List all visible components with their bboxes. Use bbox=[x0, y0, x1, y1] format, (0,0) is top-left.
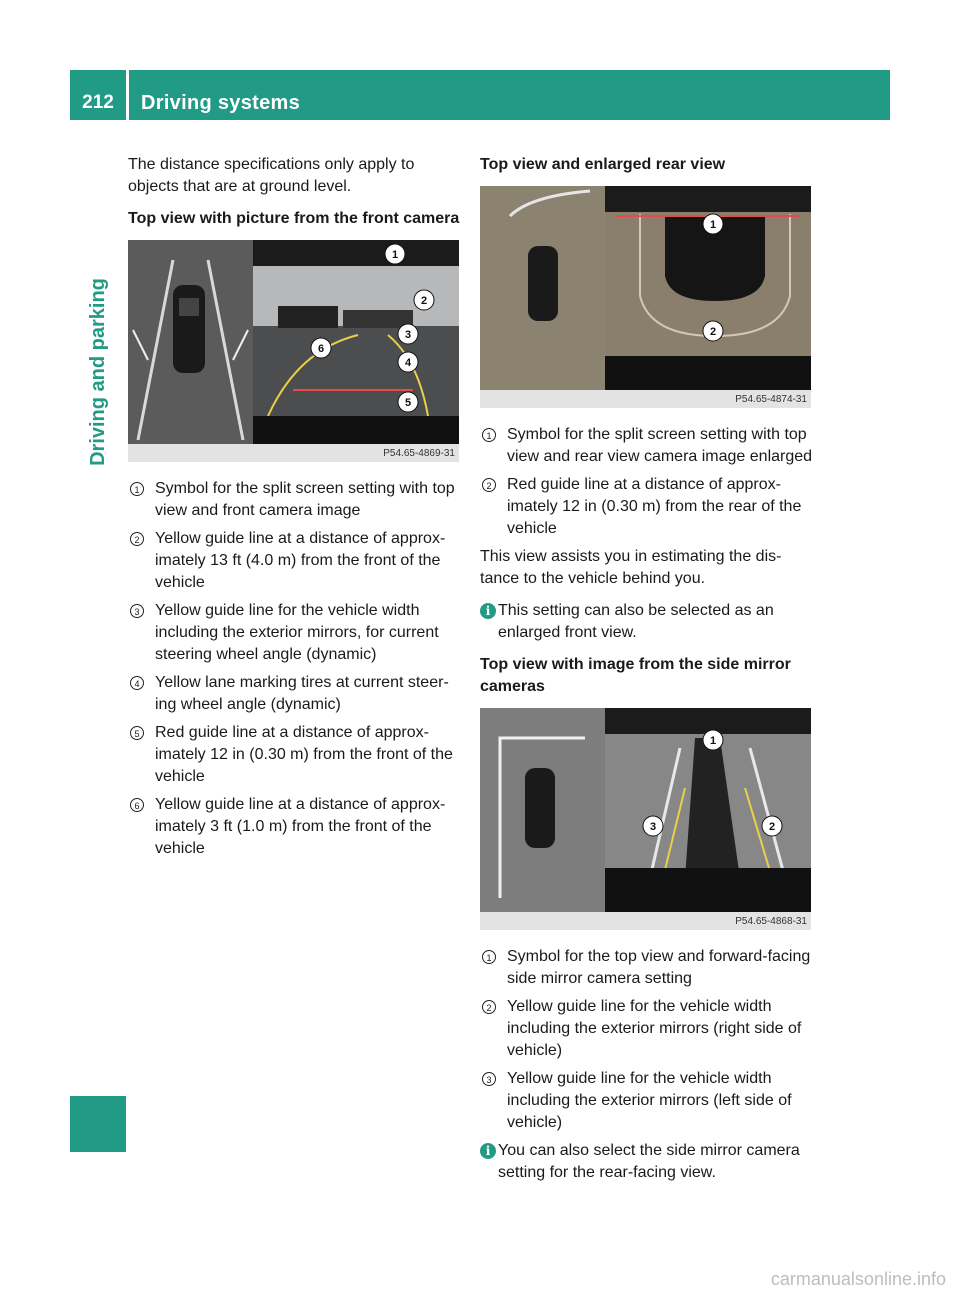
svg-text:3: 3 bbox=[649, 821, 657, 833]
legend-item bbox=[128, 794, 461, 860]
heading-rear-view: Top view and enlarged rear view bbox=[480, 156, 726, 173]
figure-front-camera bbox=[128, 240, 459, 462]
side-mirror-image bbox=[480, 708, 811, 912]
legend-front-camera bbox=[128, 478, 461, 860]
svg-text:3: 3 bbox=[404, 329, 412, 341]
svg-text:2: 2 bbox=[768, 821, 776, 833]
legend-marker: 3 bbox=[130, 604, 144, 618]
legend-item bbox=[480, 996, 813, 1062]
side-tab-label: Driving and parking bbox=[87, 278, 109, 466]
left-column bbox=[128, 154, 461, 866]
legend-marker: 6 bbox=[130, 798, 144, 812]
svg-text:1: 1 bbox=[391, 249, 399, 261]
page-number: 212 bbox=[82, 92, 114, 113]
legend-item bbox=[128, 478, 461, 522]
svg-text:5: 5 bbox=[404, 397, 412, 409]
info-icon: i bbox=[480, 1143, 496, 1159]
legend-marker: 5 bbox=[130, 726, 144, 740]
svg-text:2: 2 bbox=[709, 326, 717, 338]
legend-item bbox=[480, 1068, 813, 1134]
legend-item bbox=[128, 600, 461, 666]
figure-side-mirror bbox=[480, 708, 811, 930]
legend-marker: 2 bbox=[482, 478, 496, 492]
legend-side-mirror bbox=[480, 946, 813, 1134]
legend-rear-view bbox=[480, 424, 813, 540]
legend-marker: 3 bbox=[482, 1072, 496, 1086]
legend-text: Symbol for the split screen setting with top view and front camera image bbox=[155, 480, 455, 519]
info-note bbox=[480, 1140, 813, 1184]
figure-code: P54.65-4874-31 bbox=[735, 394, 807, 405]
legend-marker: 2 bbox=[130, 532, 144, 546]
info-text: You can also select the side mirror camera setting for the rear-facing view. bbox=[498, 1142, 800, 1181]
legend-text: Yellow guide line at a distance of approximately 13 ft (4.0 m) from the front of the vehicle bbox=[155, 530, 446, 591]
legend-text: Symbol for the top view and forward-facing side mirror camera setting bbox=[507, 948, 811, 987]
legend-item bbox=[480, 474, 813, 540]
side-tab-block bbox=[70, 1096, 126, 1152]
intro-paragraph: The distance specifications only apply to objects that are at ground level. bbox=[128, 156, 415, 195]
front-camera-image bbox=[128, 240, 459, 444]
legend-marker: 2 bbox=[482, 1000, 496, 1014]
heading-side-mirror: Top view with image from the side mirror cameras bbox=[480, 656, 791, 695]
info-icon: i bbox=[480, 603, 496, 619]
legend-text: Yellow guide line for the vehicle width including the exterior mirrors (right side of vehicle) bbox=[507, 998, 802, 1059]
info-text: This setting can also be selected as an enlarged front view. bbox=[498, 602, 774, 641]
legend-text: Yellow guide line for the vehicle width including the exterior mirrors, for current steering wheel angle (dynamic) bbox=[155, 602, 439, 663]
legend-text: Symbol for the split screen setting with top view and rear view camera image enlarged bbox=[507, 426, 813, 465]
legend-item bbox=[480, 424, 813, 468]
svg-text:4: 4 bbox=[404, 357, 412, 369]
figure-rear-view bbox=[480, 186, 811, 408]
figure-code: P54.65-4869-31 bbox=[383, 448, 455, 459]
watermark: carmanualsonline.info bbox=[770, 1269, 946, 1289]
svg-text:2: 2 bbox=[420, 295, 428, 307]
legend-item bbox=[128, 672, 461, 716]
body-paragraph: This view assists you in estimating the distance to the vehicle behind you. bbox=[480, 548, 782, 587]
rear-view-image bbox=[480, 186, 811, 390]
header-divider bbox=[126, 70, 129, 120]
legend-marker: 1 bbox=[482, 428, 496, 442]
legend-text: Red guide line at a distance of approximately 12 in (0.30 m) from the rear of the vehicle bbox=[507, 476, 802, 537]
right-column bbox=[480, 154, 813, 1194]
legend-item bbox=[480, 946, 813, 990]
legend-text: Yellow guide line for the vehicle width including the exterior mirrors (left side of vehicle) bbox=[507, 1070, 792, 1131]
legend-marker: 1 bbox=[130, 482, 144, 496]
heading-front-camera: Top view with picture from the front camera bbox=[128, 210, 460, 227]
figure-code: P54.65-4868-31 bbox=[735, 916, 807, 927]
svg-text:1: 1 bbox=[709, 219, 717, 231]
legend-text: Yellow lane marking tires at current steering wheel angle (dynamic) bbox=[155, 674, 449, 713]
legend-item bbox=[128, 528, 461, 594]
svg-text:6: 6 bbox=[317, 343, 325, 355]
section-title: Driving systems bbox=[141, 92, 301, 114]
svg-text:1: 1 bbox=[709, 735, 717, 747]
info-note bbox=[480, 600, 813, 644]
legend-marker: 4 bbox=[130, 676, 144, 690]
legend-text: Yellow guide line at a distance of approximately 3 ft (1.0 m) from the front of the vehicle bbox=[155, 796, 446, 857]
legend-text: Red guide line at a distance of approximately 12 in (0.30 m) from the front of the vehicle bbox=[155, 724, 453, 785]
legend-item bbox=[128, 722, 461, 788]
legend-marker: 1 bbox=[482, 950, 496, 964]
